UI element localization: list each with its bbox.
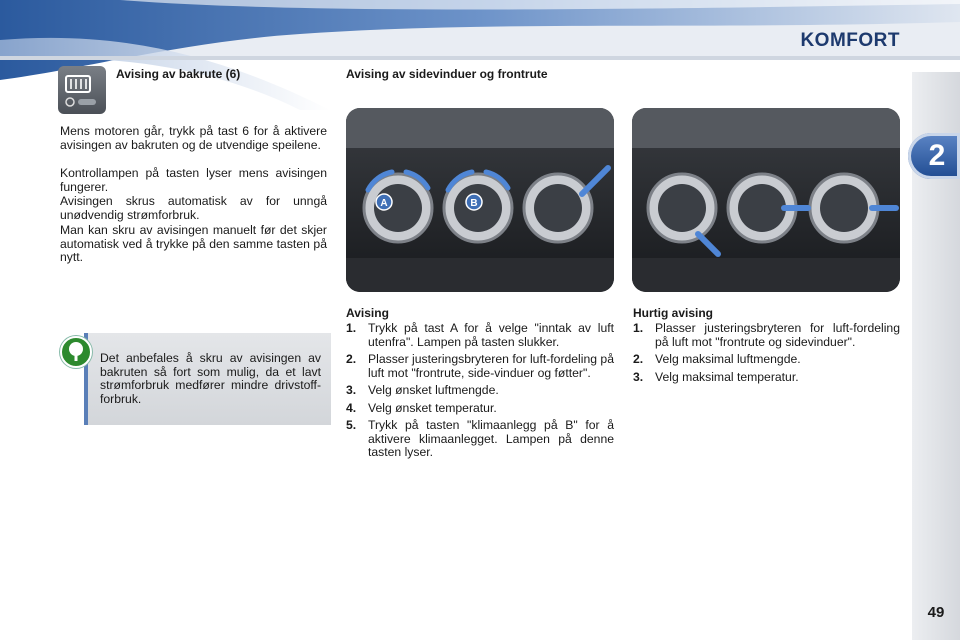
chapter-title: KOMFORT bbox=[800, 30, 900, 51]
list-item: 4. Velg ønsket temperatur. bbox=[346, 400, 497, 415]
rear-defrost-icon bbox=[58, 66, 106, 114]
tip-text: Det anbefales å skru av avisingen av bakruten så fort som mulig, da et lavt strømforbruk medfører mindre drivstoff-forbruk. bbox=[100, 351, 321, 406]
list-item: 2. Plasser justeringsbryteren for luft-fordeling på luft mot "frontrute, side-vinduer og føtter". bbox=[346, 352, 614, 380]
paragraph-3: Avisingen skrus automatisk av for unngå unødvendig strømforbruk. bbox=[60, 194, 327, 222]
chapter-tab[interactable]: 2 bbox=[908, 133, 960, 179]
list-item: 3. Velg maksimal temperatur. bbox=[633, 369, 799, 384]
quick-steps-list bbox=[633, 322, 900, 388]
header-swoosh bbox=[0, 0, 960, 110]
list-item: 1. Trykk på tast A for å velge "inntak av luft utenfra". Lampen på tasten slukker. bbox=[346, 321, 614, 349]
list-item: 1. Plasser justeringsbryteren for luft-fordeling på luft mot "frontrute og sidevinduer". bbox=[633, 321, 900, 349]
demist-steps-list bbox=[346, 322, 614, 464]
page-number: 49 bbox=[927, 604, 945, 621]
list-item: 5. Trykk på tasten "klimaanlegg på B" for å aktivere klimaanlegget. Lampen på denne tasten lyser. bbox=[346, 418, 614, 459]
quick-demist-title: Hurtig avising bbox=[633, 306, 714, 320]
paragraph-1: Mens motoren går, trykk på tast 6 for å aktivere avisingen av bakruten og de utvendige speilene. bbox=[60, 124, 327, 152]
list-item: 2. Velg maksimal luftmengde. bbox=[633, 352, 801, 366]
demist-steps-title: Avising bbox=[346, 306, 389, 320]
label-b: B bbox=[470, 198, 478, 209]
climate-panel-photo-1 bbox=[346, 108, 614, 292]
demist-section-title: Avising av sidevinduer og frontrute bbox=[346, 67, 548, 81]
rear-defrost-title: Avising av bakrute (6) bbox=[116, 67, 241, 81]
list-item: 3. Velg ønsket luftmengde. bbox=[346, 383, 499, 397]
paragraph-4: Man kan skru av avisingen manuelt før det skjer automatisk ved å trykke på den samme tasten på nytt. bbox=[60, 223, 327, 264]
label-a: A bbox=[380, 198, 388, 209]
climate-panel-photo-2 bbox=[632, 108, 900, 292]
paragraph-2: Kontrollampen på tasten lyser mens avisingen fungerer. bbox=[60, 166, 327, 194]
eco-tree-icon bbox=[60, 336, 92, 368]
